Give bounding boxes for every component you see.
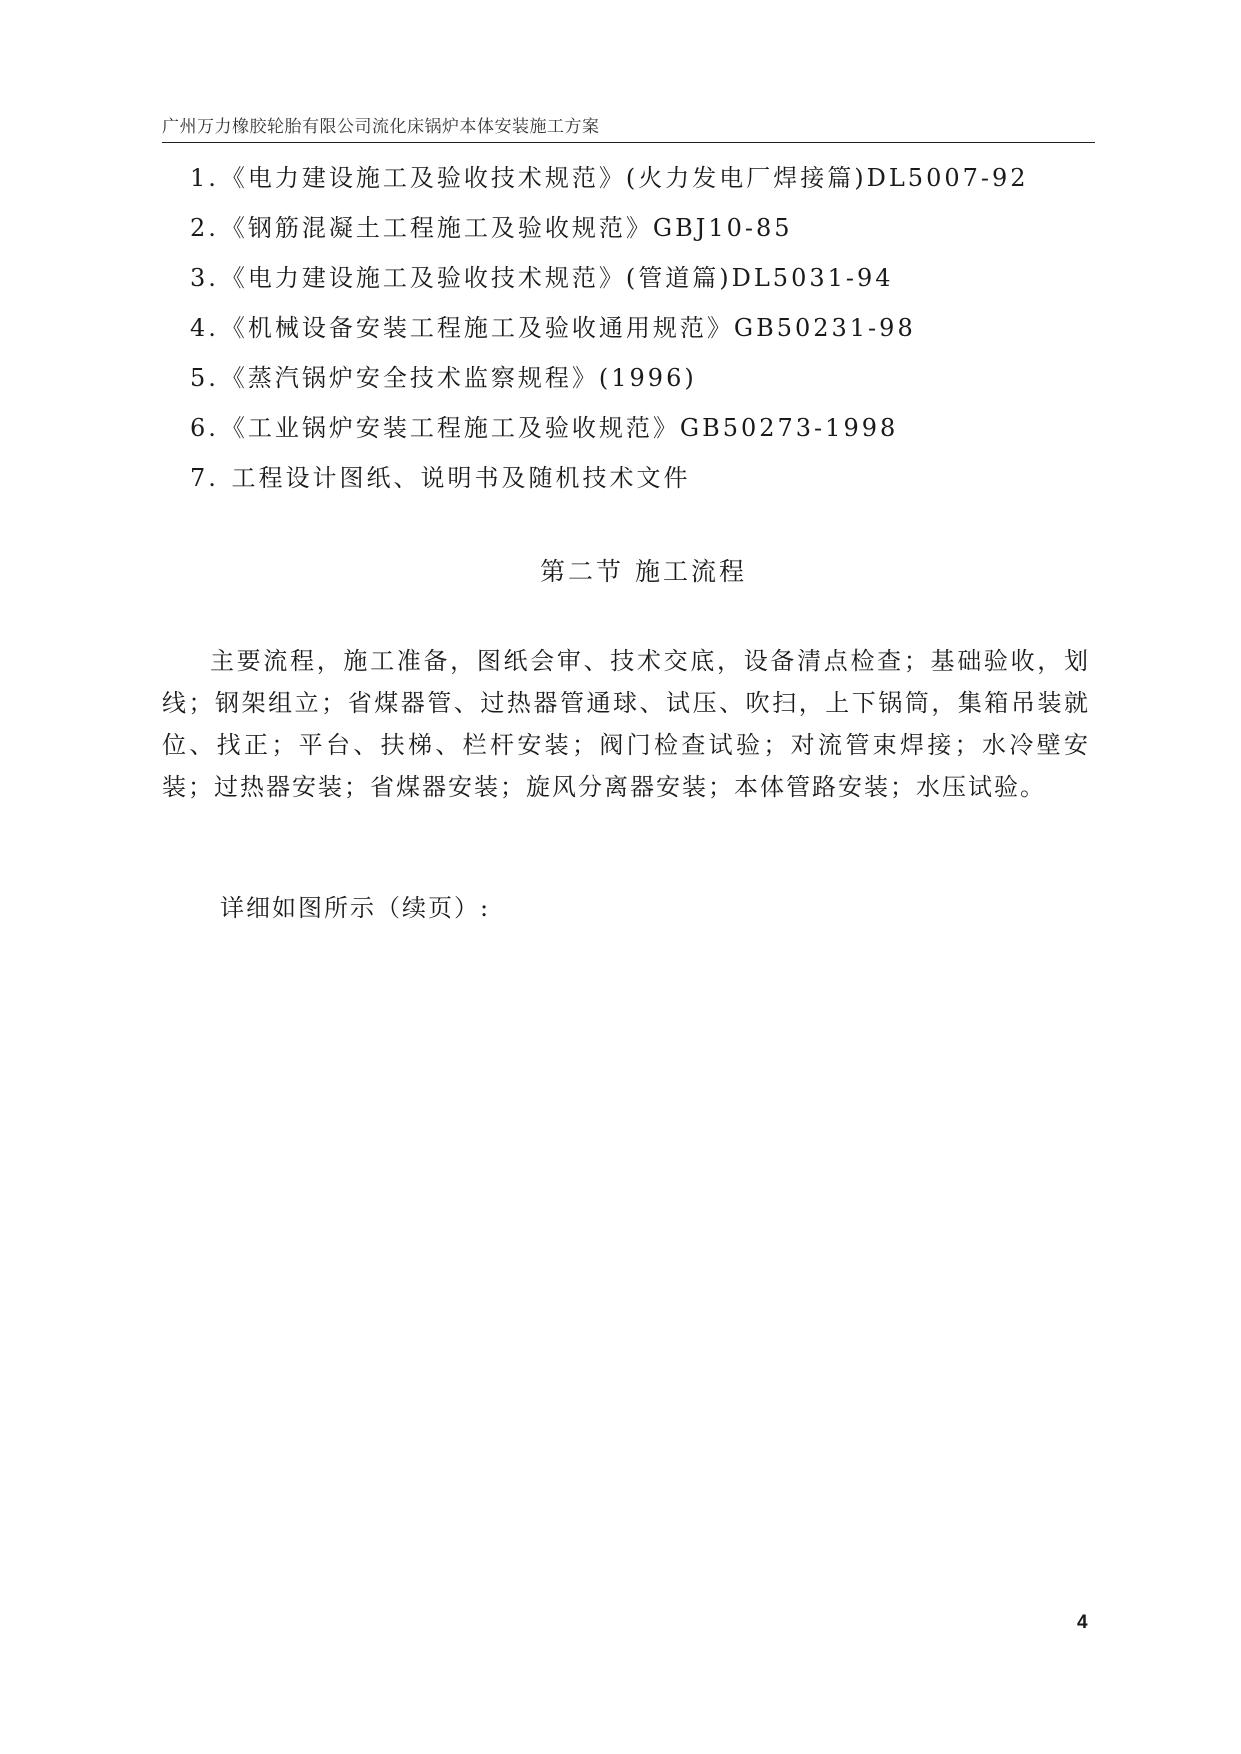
section-title: 第二节 施工流程 bbox=[540, 557, 747, 586]
reference-text: 《电力建设施工及验收技术规范》(管道篇)DL5031-94 bbox=[220, 264, 894, 292]
reference-number: 6. bbox=[190, 414, 219, 442]
reference-item bbox=[190, 360, 1090, 410]
reference-text: 工程设计图纸、说明书及随机技术文件 bbox=[220, 464, 691, 492]
reference-number: 4. bbox=[190, 314, 219, 342]
header-title: 广州万力橡胶轮胎有限公司流化床锅炉本体安装施工方案 bbox=[162, 117, 600, 137]
reference-number: 5. bbox=[190, 364, 219, 392]
reference-number: 7. bbox=[190, 464, 219, 492]
reference-list bbox=[190, 160, 1090, 510]
reference-text: 《机械设备安装工程施工及验收通用规范》GB50231-98 bbox=[220, 314, 916, 342]
reference-number: 2. bbox=[190, 214, 219, 242]
detail-note: 详细如图所示（续页）: bbox=[220, 894, 491, 922]
page-header bbox=[162, 108, 1095, 143]
reference-number: 3. bbox=[190, 264, 219, 292]
reference-item bbox=[190, 410, 1090, 460]
main-flow-paragraph: 主要流程，施工准备，图纸会审、技术交底，设备清点检查；基础验收，划线；钢架组立；省煤器管、过热器管通球、试压、吹扫，上下锅筒，集箱吊装就位、找正；平台、扶梯、栏杆安装；阀门检查试验；对流管束焊接；水冷壁安装；过热器安装；省煤器安装；旋风分离器安装；本体管路安装；水压试验。 bbox=[162, 647, 1090, 801]
reference-number: 1. bbox=[190, 164, 219, 192]
page-number: 4 bbox=[1077, 1612, 1088, 1633]
reference-text: 《蒸汽锅炉安全技术监察规程》(1996) bbox=[220, 364, 697, 392]
reference-item bbox=[190, 460, 1090, 510]
reference-text: 《钢筋混凝土工程施工及验收规范》GBJ10-85 bbox=[220, 214, 793, 242]
reference-item bbox=[190, 260, 1090, 310]
reference-text: 《工业锅炉安装工程施工及验收规范》GB50273-1998 bbox=[220, 414, 899, 442]
reference-item bbox=[190, 160, 1090, 210]
reference-item bbox=[190, 210, 1090, 260]
reference-text: 《电力建设施工及验收技术规范》(火力发电厂焊接篇)DL5007-92 bbox=[220, 164, 1029, 192]
reference-item bbox=[190, 310, 1090, 360]
